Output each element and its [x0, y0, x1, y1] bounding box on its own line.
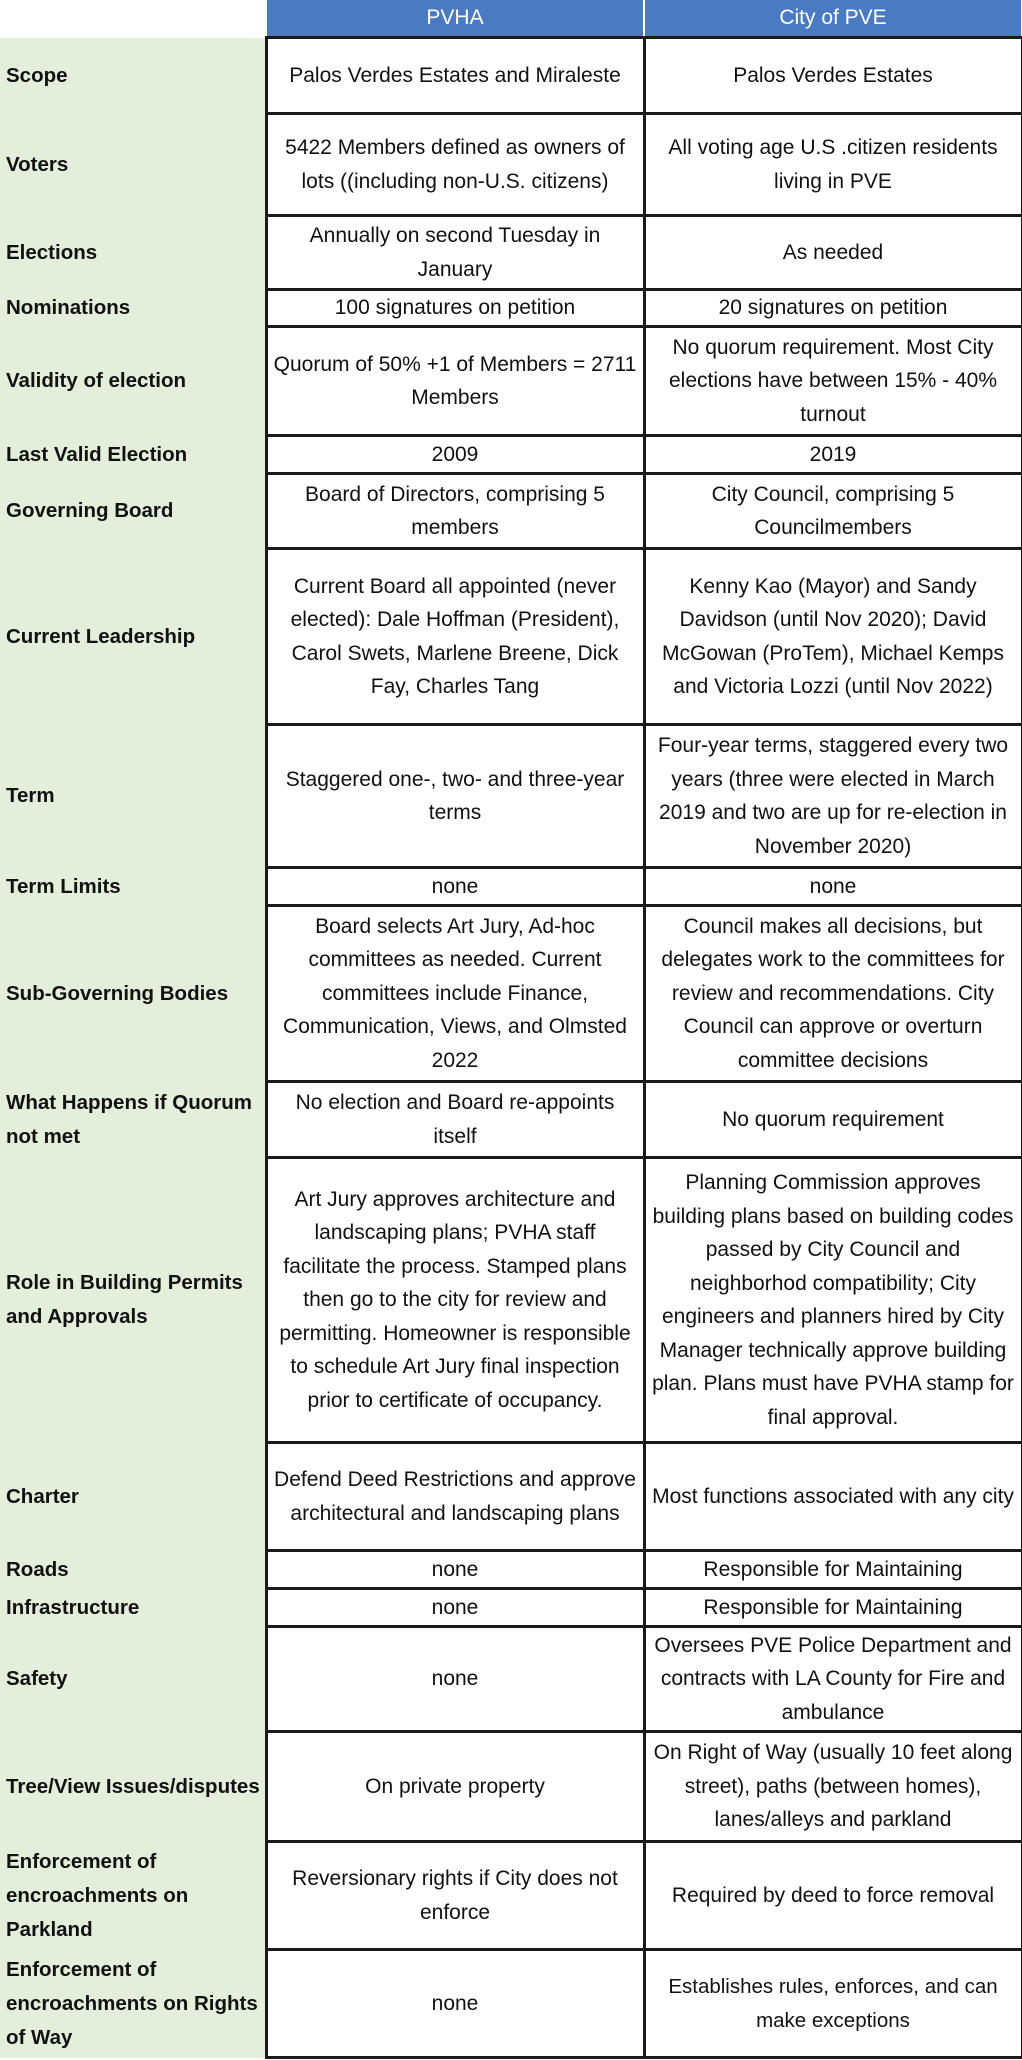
pvha-cell: none — [266, 1589, 644, 1627]
table-row — [0, 1551, 1022, 1589]
city-cell: 20 signatures on petition — [644, 290, 1022, 327]
row-label: Scope — [0, 38, 266, 114]
pvha-cell: Reversionary rights if City does not enforce — [266, 1842, 644, 1950]
row-label: Roads — [0, 1551, 266, 1589]
table-row — [0, 725, 1022, 868]
row-label: Role in Building Permits and Approvals — [0, 1158, 266, 1443]
pvha-cell: No election and Board re-appoints itself — [266, 1082, 644, 1158]
city-cell: Responsible for Maintaining — [644, 1589, 1022, 1627]
table-row — [0, 38, 1022, 114]
table-row — [0, 1842, 1022, 1950]
row-label: Term — [0, 725, 266, 868]
city-cell: 2019 — [644, 436, 1022, 474]
table-row — [0, 216, 1022, 290]
pvha-cell: Quorum of 50% +1 of Members = 2711 Members — [266, 327, 644, 436]
city-cell: Planning Commission approves building plans based on building codes passed by City Council and neighborhod compatibility; City engineers and planners hired by City Manager technically approve building plan. Plans must have PVHA stamp for final approval. — [644, 1158, 1022, 1443]
table-row — [0, 549, 1022, 725]
table-row — [0, 436, 1022, 474]
row-label: Tree/View Issues/disputes — [0, 1732, 266, 1842]
table-row — [0, 327, 1022, 436]
row-label: Validity of election — [0, 327, 266, 436]
row-label: Nominations — [0, 290, 266, 327]
header-corner — [0, 0, 266, 38]
pvha-cell: none — [266, 868, 644, 906]
table-row — [0, 474, 1022, 549]
row-label: Voters — [0, 114, 266, 216]
pvha-cell: Palos Verdes Estates and Miraleste — [266, 38, 644, 114]
row-label: Last Valid Election — [0, 436, 266, 474]
row-label: Charter — [0, 1443, 266, 1551]
pvha-cell: Art Jury approves architecture and landscaping plans; PVHA staff facilitate the process. Stamped plans then go to the city for review and permitting. Homeowner is responsible to schedule Art Jury final inspection prior to certificate of occupancy. — [266, 1158, 644, 1443]
pvha-cell: Board selects Art Jury, Ad-hoc committees as needed. Current committees include Finance, Communication, Views, and Olmsted 2022 — [266, 906, 644, 1082]
city-cell: On Right of Way (usually 10 feet along street), paths (between homes), lanes/alleys and parkland — [644, 1732, 1022, 1842]
city-cell: Required by deed to force removal — [644, 1842, 1022, 1950]
city-cell: No quorum requirement — [644, 1082, 1022, 1158]
row-label: Infrastructure — [0, 1589, 266, 1627]
city-cell: No quorum requirement. Most City elections have between 15% - 40% turnout — [644, 327, 1022, 436]
table-row — [0, 290, 1022, 327]
table-row — [0, 1082, 1022, 1158]
header-pvha: PVHA — [266, 0, 644, 38]
header-city: City of PVE — [644, 0, 1022, 38]
table-row — [0, 868, 1022, 906]
table-row — [0, 1158, 1022, 1443]
city-cell: Responsible for Maintaining — [644, 1551, 1022, 1589]
city-cell: Oversees PVE Police Department and contracts with LA County for Fire and ambulance — [644, 1627, 1022, 1732]
pvha-cell: none — [266, 1551, 644, 1589]
pvha-cell: 100 signatures on petition — [266, 290, 644, 327]
row-label: Enforcement of encroachments on Parkland — [0, 1842, 266, 1950]
city-cell: Most functions associated with any city — [644, 1443, 1022, 1551]
row-label: Current Leadership — [0, 549, 266, 725]
pvha-cell: Staggered one-, two- and three-year terms — [266, 725, 644, 868]
table-row — [0, 906, 1022, 1082]
city-cell: Council makes all decisions, but delegates work to the committees for review and recommendations. City Council can approve or overturn committee decisions — [644, 906, 1022, 1082]
city-cell: City Council, comprising 5 Councilmembers — [644, 474, 1022, 549]
table-row — [0, 1950, 1022, 2058]
pvha-cell: Board of Directors, comprising 5 members — [266, 474, 644, 549]
row-label: Governing Board — [0, 474, 266, 549]
table-row — [0, 1589, 1022, 1627]
city-cell: Kenny Kao (Mayor) and Sandy Davidson (until Nov 2020); David McGowan (ProTem), Michael Kemps and Victoria Lozzi (until Nov 2022) — [644, 549, 1022, 725]
pvha-cell: Defend Deed Restrictions and approve architectural and landscaping plans — [266, 1443, 644, 1551]
city-cell: none — [644, 868, 1022, 906]
city-cell: All voting age U.S .citizen residents living in PVE — [644, 114, 1022, 216]
row-label: Elections — [0, 216, 266, 290]
pvha-cell: 2009 — [266, 436, 644, 474]
city-cell: Establishes rules, enforces, and can make exceptions — [644, 1950, 1022, 2058]
table-row — [0, 1732, 1022, 1842]
city-cell: Four-year terms, staggered every two years (three were elected in March 2019 and two are up for re-election in November 2020) — [644, 725, 1022, 868]
pvha-cell: Annually on second Tuesday in January — [266, 216, 644, 290]
city-cell: As needed — [644, 216, 1022, 290]
row-label: Enforcement of encroachments on Rights of Way — [0, 1950, 266, 2058]
pvha-cell: 5422 Members defined as owners of lots ((including non-U.S. citizens) — [266, 114, 644, 216]
pvha-cell: Current Board all appointed (never elected): Dale Hoffman (President), Carol Swets, Marlene Breene, Dick Fay, Charles Tang — [266, 549, 644, 725]
city-cell: Palos Verdes Estates — [644, 38, 1022, 114]
pvha-cell: none — [266, 1627, 644, 1732]
row-label: Safety — [0, 1627, 266, 1732]
pvha-cell: none — [266, 1950, 644, 2058]
header-row — [0, 0, 1022, 38]
table-row — [0, 1627, 1022, 1732]
pvha-cell: On private property — [266, 1732, 644, 1842]
row-label: Sub-Governing Bodies — [0, 906, 266, 1082]
row-label: Term Limits — [0, 868, 266, 906]
table-row — [0, 114, 1022, 216]
table-row — [0, 1443, 1022, 1551]
row-label: What Happens if Quorum not met — [0, 1082, 266, 1158]
